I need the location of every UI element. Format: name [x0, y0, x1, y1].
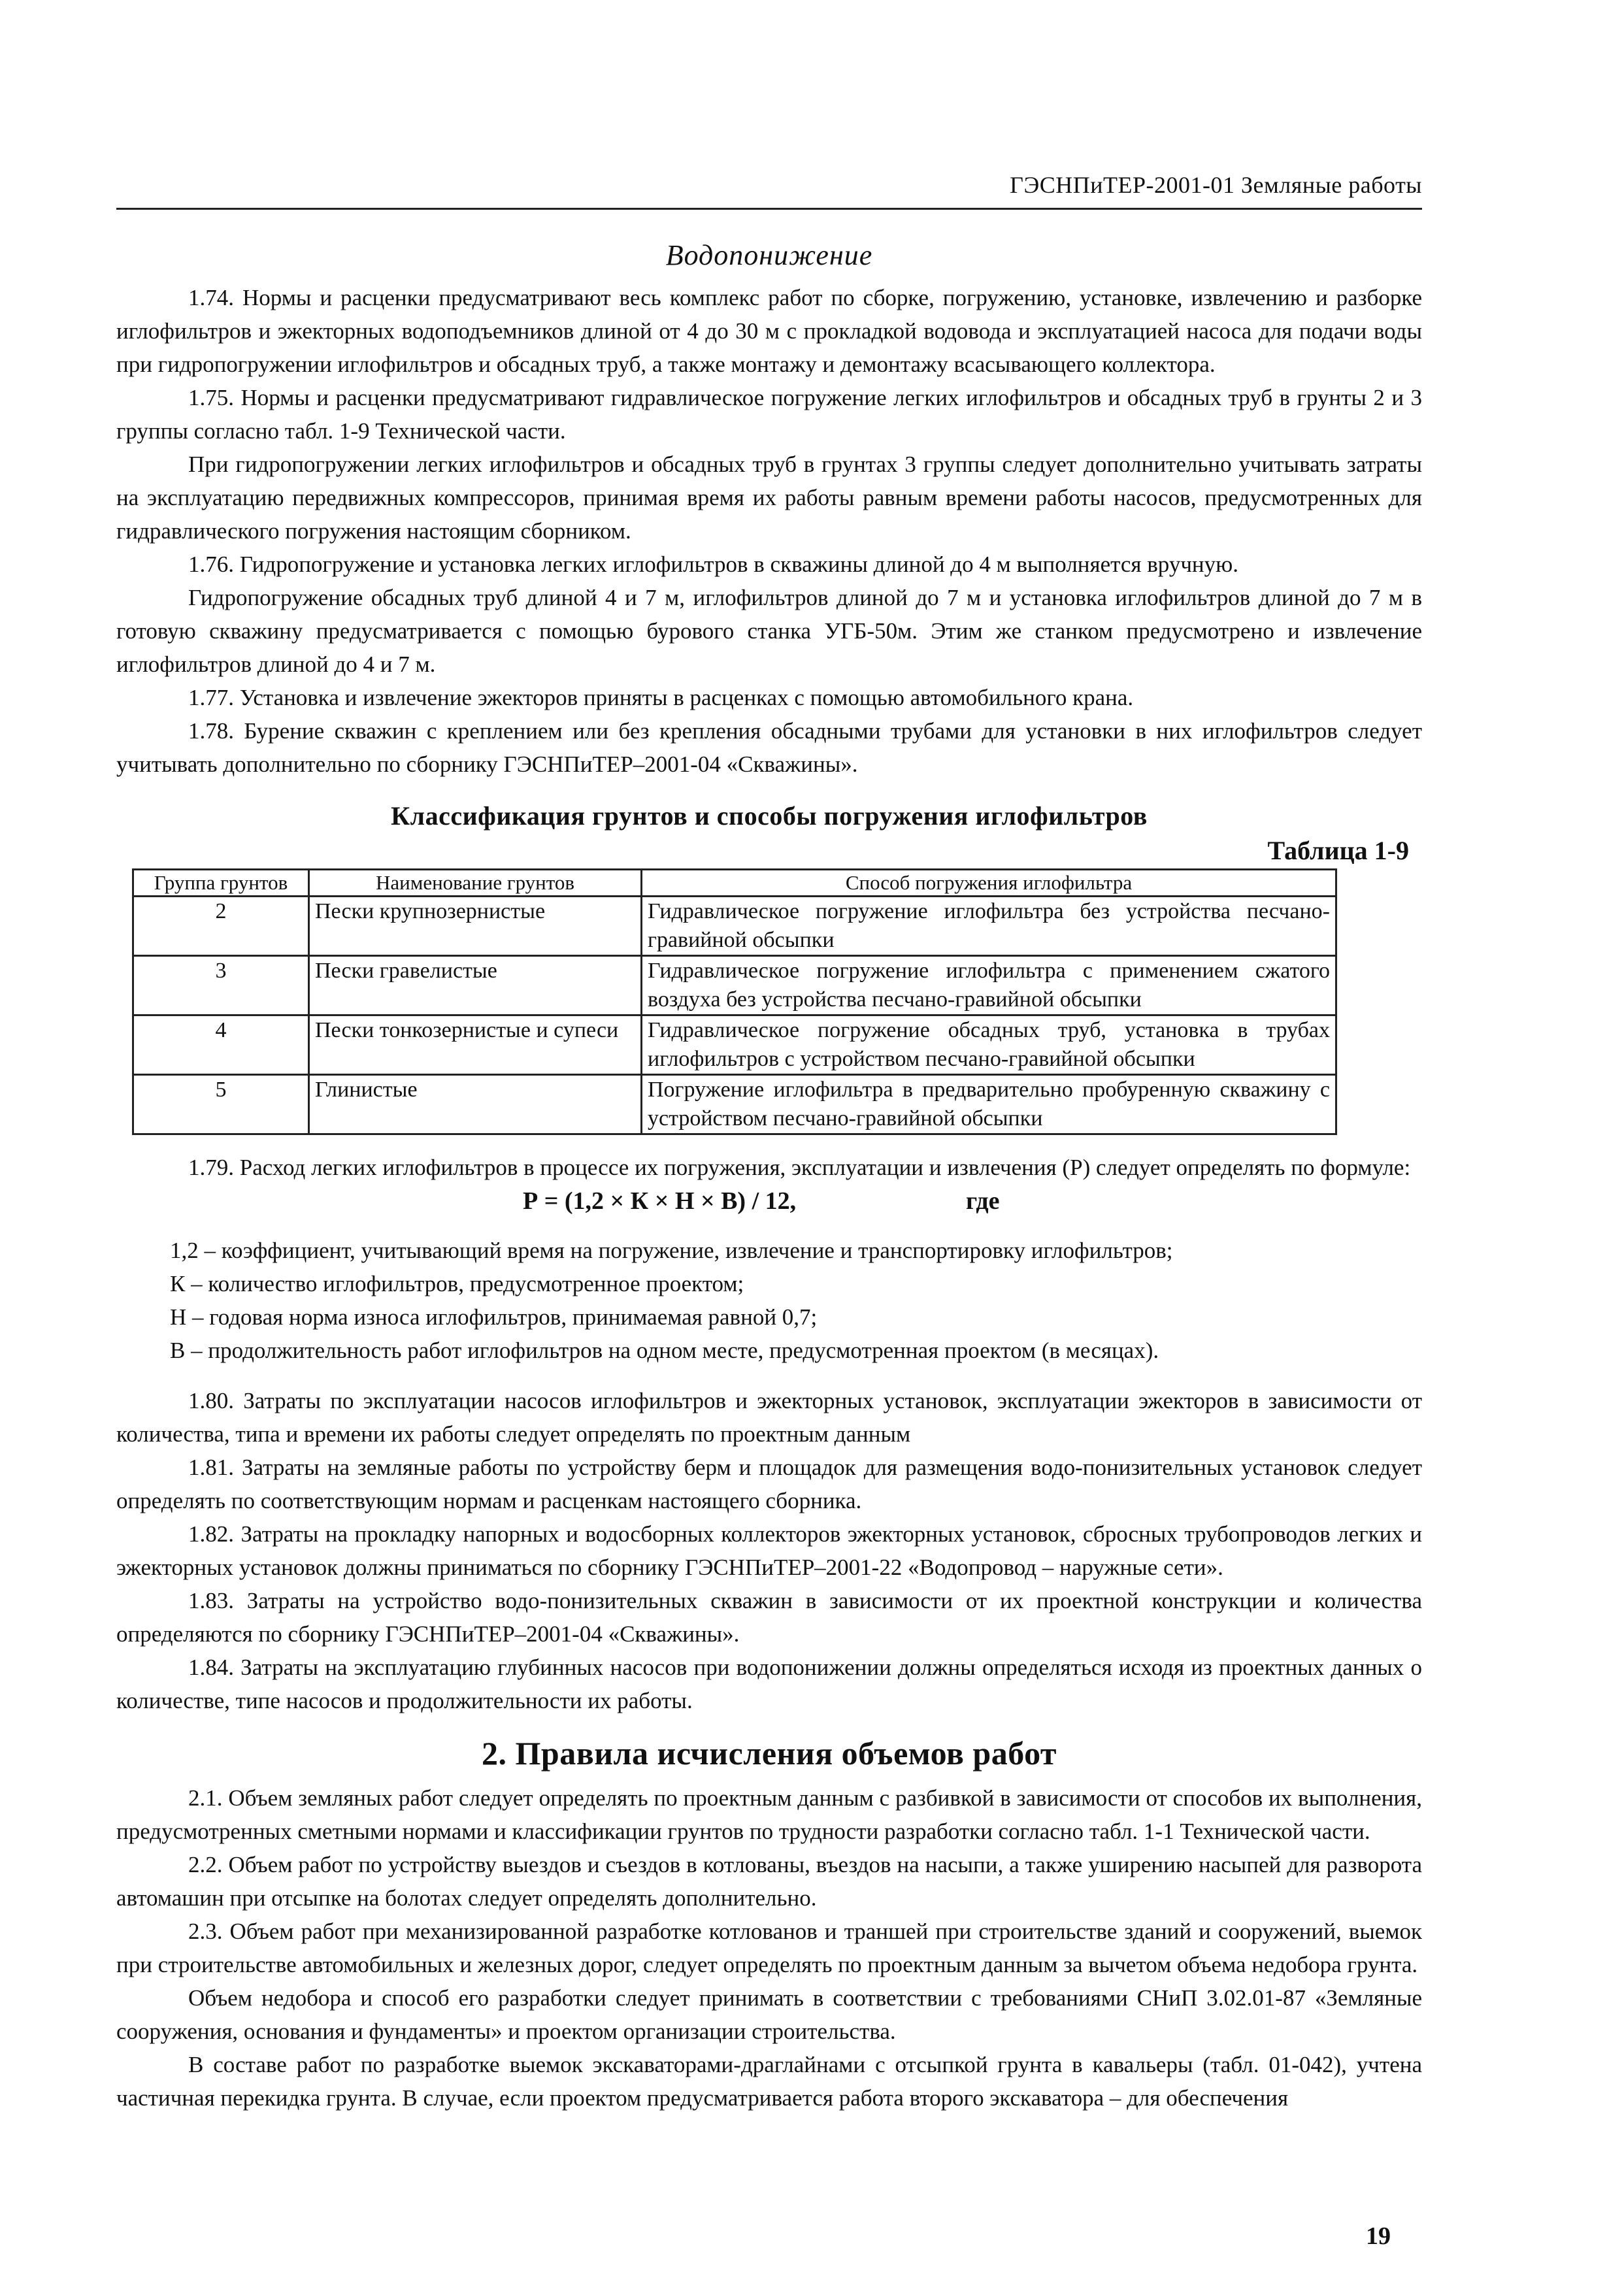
table-title: Классификация грунтов и способы погружения иглофильтров: [391, 801, 1148, 831]
paragraph-1-79: 1.79. Расход легких иглофильтров в процессе их погружения, эксплуатации и извлечения (Р) следует определять по формуле:: [188, 1155, 1411, 1180]
table-cell-name: Глинистые: [309, 1075, 642, 1134]
table-cell-group: 5: [133, 1075, 309, 1134]
table-row: [133, 1075, 1336, 1134]
paragraph-1-78: 1.78. Бурение скважин с креплением или без крепления обсадными трубами для установки в них иглофильтров следует учитывать дополнительно по сборнику ГЭСНПиТЕР–2001-04 «Скважины».: [116, 718, 1422, 777]
formula: [116, 1187, 1422, 1221]
table-header-row: [133, 870, 1336, 897]
table-header-cell: Способ погружения иглофильтра: [642, 870, 1336, 897]
paragraph-1-76-cont: Гидропогружение обсадных труб длиной 4 и 7 м, иглофильтров длиной до 7 м и установка иглофильтров длиной до 7 м в готовую скважину предусматривается с помощью бурового станка УГБ-50м. Этим же станком предусмотрено и извлечение иглофильтров длиной до 4 и 7 м.: [116, 585, 1422, 677]
table-cell-method: Гидравлическое погружение иглофильтра с применением сжатого воздуха без устройства песчано-гравийной обсыпки: [642, 956, 1336, 1015]
formula-where: где: [966, 1187, 1000, 1215]
table-header-cell: Группа грунтов: [133, 870, 309, 897]
definition-item: Н – годовая норма износа иглофильтров, принимаемая равной 0,7;: [170, 1304, 818, 1330]
definition-item: 1,2 – коэффициент, учитывающий время на погружение, извлечение и транспортировку иглофильтров;: [170, 1238, 1173, 1263]
table-cell-name: Пески тонкозернистые и супеси: [309, 1015, 642, 1075]
table-row: [133, 956, 1336, 1015]
paragraph-2-3: 2.3. Объем работ при механизированной разработке котлованов и траншей при строительстве зданий и сооружений, выемок при строительстве автомобильных и железных дорог, следует определять по проектным данным за вычетом объема недобора грунта.: [116, 1919, 1422, 1977]
section-title-dewatering: Водопонижение: [665, 239, 873, 271]
running-head: ГЭСНПиТЕР-2001-01 Земляные работы: [1010, 172, 1422, 198]
table-number: Таблица 1-9: [1267, 836, 1409, 865]
definition-item: К – количество иглофильтров, предусмотренное проектом;: [170, 1271, 744, 1296]
table-cell-name: Пески крупнозернистые: [309, 897, 642, 956]
formula-expression: Р = (1,2 × К × Н × В) / 12,: [523, 1187, 797, 1215]
paragraph-1-75: 1.75. Нормы и расценки предусматривают гидравлическое погружение легких иглофильтров и обсадных труб в грунты 2 и 3 группы согласно табл. 1-9 Технической части.: [116, 385, 1422, 444]
table-cell-group: 2: [133, 897, 309, 956]
soil-classification-table: [132, 868, 1337, 1135]
page-body: [116, 239, 1422, 2115]
table-cell-method: Гидравлическое погружение иглофильтра без устройства песчано-гравийной обсыпки: [642, 897, 1336, 956]
table-row: [133, 897, 1336, 956]
paragraph-1-77: 1.77. Установка и извлечение эжекторов приняты в расценках с помощью автомобильного крана.: [188, 685, 1134, 710]
paragraph-1-81: 1.81. Затраты на земляные работы по устройству берм и площадок для размещения водо-понизительных установок следует определять по соответствующим нормам и расценкам настоящего сборника.: [116, 1455, 1422, 1513]
section-title-volume-rules: 2. Правила исчисления объемов работ: [482, 1735, 1057, 1772]
table-header-cell: Наименование грунтов: [309, 870, 642, 897]
paragraph-2-1: 2.1. Объем земляных работ следует определять по проектным данным с разбивкой в зависимости от способов их выполнения, предусмотренных сметными нормами и классификации грунтов по трудности разработки согласно табл. 1-1 Технической части.: [116, 1785, 1422, 1844]
paragraph-1-80: 1.80. Затраты по эксплуатации насосов иглофильтров и эжекторных установок, эксплуатации эжекторов в зависимости от количества, типа и времени их работы следует определять по проектным данным: [116, 1388, 1422, 1447]
table-row: [133, 1015, 1336, 1075]
paragraph-1-82: 1.82. Затраты на прокладку напорных и водосборных коллекторов эжекторных установок, сбросных трубопроводов легких и эжекторных установок должны приниматься по сборнику ГЭСНПиТЕР–2001-22 «Водопровод – наружные сети».: [116, 1521, 1422, 1580]
table-cell-name: Пески гравелистые: [309, 956, 642, 1015]
definition-item: В – продолжительность работ иглофильтров на одном месте, предусмотренная проектом (в месяцах).: [170, 1338, 1159, 1363]
formula-definitions: [116, 1234, 1422, 1367]
paragraph-1-84: 1.84. Затраты на эксплуатацию глубинных насосов при водопонижении должны определяться исходя из проектных данных о количестве, типе насосов и продолжительности их работы.: [116, 1655, 1422, 1713]
paragraph-1-83: 1.83. Затраты на устройство водо-понизительных скважин в зависимости от их проектной конструкции и количества определяются по сборнику ГЭСНПиТЕР–2001-04 «Скважины».: [116, 1588, 1422, 1647]
paragraph-1-75-cont: При гидропогружении легких иглофильтров и обсадных труб в грунтах 3 группы следует дополнительно учитывать затраты на эксплуатацию передвижных компрессоров, принимая время их работы равным времени работы насосов, предусмотренных для гидравлического погружения настоящим сборником.: [116, 452, 1422, 544]
table-cell-method: Погружение иглофильтра в предварительно пробуренную скважину с устройством песчано-гравийной обсыпки: [642, 1075, 1336, 1134]
paragraph-2-3-dragline: В составе работ по разработке выемок экскаваторами-драглайнами с отсыпкой грунта в кавальеры (табл. 01-042), учтена частичная перекидка грунта. В случае, если проектом предусматривается работа второго экскаватора – для обеспечения: [116, 2052, 1422, 2111]
paragraph-2-3-cont: Объем недобора и способ его разработки следует принимать в соответствии с требованиями СНиП 3.02.01-87 «Земляные сооружения, основания и фундаменты» и проектом организации строительства.: [116, 1985, 1422, 2044]
page-number: 19: [1366, 2222, 1391, 2250]
paragraph-1-76: 1.76. Гидропогружение и установка легких иглофильтров в скважины длиной до 4 м выполняется вручную.: [188, 552, 1239, 577]
header-rule: [116, 208, 1422, 210]
paragraph-1-74: 1.74. Нормы и расценки предусматривают весь комплекс работ по сборке, погружению, установке, извлечению и разборке иглофильтров и эжекторных водоподъемников длиной от 4 до 30 м с прокладкой водовода и эксплуатацией насоса для подачи воды при гидропогружении иглофильтров и обсадных труб, а также монтажу и демонтажу всасывающего коллектора.: [116, 285, 1422, 377]
table-cell-group: 3: [133, 956, 309, 1015]
table-cell-group: 4: [133, 1015, 309, 1075]
paragraph-2-2: 2.2. Объем работ по устройству выездов и съездов в котлованы, въездов на насыпи, а также уширению насыпей для разворота автомашин при отсыпке на болотах следует определять дополнительно.: [116, 1852, 1422, 1911]
table-cell-method: Гидравлическое погружение обсадных труб, установка в трубах иглофильтров с устройством песчано-гравийной обсыпки: [642, 1015, 1336, 1075]
